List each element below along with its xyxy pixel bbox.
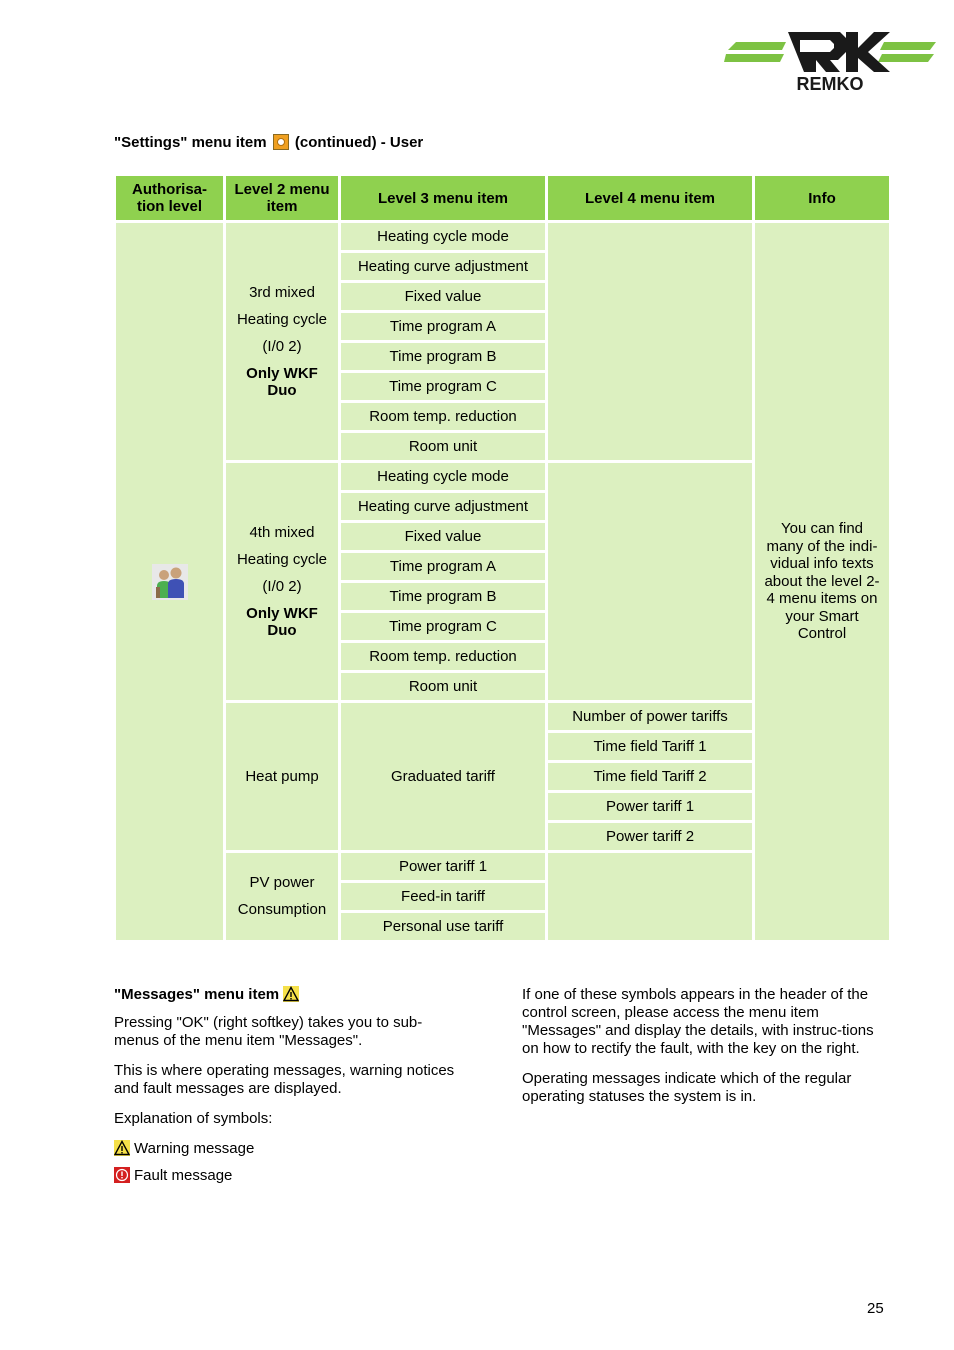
messages-right-column bbox=[522, 986, 886, 1118]
messages-p3: Explanation of symbols: bbox=[114, 1110, 273, 1127]
settings-menu-table bbox=[113, 173, 892, 943]
users-icon bbox=[152, 564, 188, 600]
level3-item: Room unit bbox=[341, 433, 545, 460]
level3-item: Room temp. reduction bbox=[341, 643, 545, 670]
settings-title-suffix: (continued) - User bbox=[294, 134, 424, 151]
level2-cell-4th-mixed bbox=[226, 463, 338, 700]
header-level3: Level 3 menu item bbox=[341, 176, 545, 220]
table-header-row bbox=[116, 176, 889, 220]
header-authorisation: Authorisa-tion level bbox=[116, 176, 223, 220]
level3-item: Fixed value bbox=[341, 283, 545, 310]
level4-item: Number of power tariffs bbox=[548, 703, 752, 730]
info-cell: You can find many of the indi-vidual info texts about the level 2-4 menu items on your Smart Control bbox=[755, 223, 889, 940]
level3-item: Time program A bbox=[341, 553, 545, 580]
level3-item: Time program B bbox=[341, 343, 545, 370]
level2-line: PV power bbox=[249, 874, 315, 891]
level3-item: Feed-in tariff bbox=[341, 883, 545, 910]
warning-label: Warning message bbox=[134, 1140, 255, 1157]
level3-item: Heating cycle mode bbox=[341, 223, 545, 250]
level4-empty bbox=[548, 223, 752, 460]
level3-item: Time program A bbox=[341, 313, 545, 340]
level2-cell-3rd-mixed bbox=[226, 223, 338, 460]
level2-cell-heat-pump: Heat pump bbox=[226, 703, 338, 850]
level3-item: Time program C bbox=[341, 373, 545, 400]
messages-heading bbox=[114, 986, 459, 1004]
gear-icon bbox=[273, 134, 289, 150]
level3-item: Graduated tariff bbox=[341, 703, 545, 850]
level3-item: Heating curve adjustment bbox=[341, 253, 545, 280]
level2-note: Only WKF Duo bbox=[246, 605, 318, 639]
level2-line: Heating cycle bbox=[236, 311, 328, 328]
level4-item: Power tariff 2 bbox=[548, 823, 752, 850]
remko-logo bbox=[724, 28, 938, 94]
table-row bbox=[116, 223, 889, 250]
fault-legend bbox=[114, 1167, 459, 1185]
level2-cell-pv-power bbox=[226, 853, 338, 940]
level2-note: Only WKF Duo bbox=[246, 365, 318, 399]
level4-empty bbox=[548, 463, 752, 700]
level2-line: (I/0 2) bbox=[262, 338, 302, 355]
level3-item: Time program C bbox=[341, 613, 545, 640]
fault-icon bbox=[114, 1167, 130, 1183]
level3-item: Heating curve adjustment bbox=[341, 493, 545, 520]
level2-line: Heating cycle bbox=[236, 551, 328, 568]
messages-p2: This is where operating messages, warning notices and fault messages are displayed. bbox=[114, 1062, 455, 1097]
level3-item: Fixed value bbox=[341, 523, 545, 550]
header-level2: Level 2 menu item bbox=[226, 176, 338, 220]
settings-title-prefix: "Settings" menu item bbox=[114, 134, 267, 151]
level3-item: Power tariff 1 bbox=[341, 853, 545, 880]
svg-text:REMKO: REMKO bbox=[796, 74, 864, 94]
warning-icon bbox=[283, 986, 299, 1002]
level2-line: 4th mixed bbox=[249, 524, 315, 541]
warning-legend bbox=[114, 1140, 459, 1158]
level4-item: Time field Tariff 1 bbox=[548, 733, 752, 760]
page-number: 25 bbox=[867, 1300, 884, 1317]
level2-line: (I/0 2) bbox=[262, 578, 302, 595]
messages-right-p1: If one of these symbols appears in the header of the control screen, please access the menu item "Messages" and display the details, with instruc-tions on how to rectify the fault, with the key on the right. bbox=[522, 986, 874, 1057]
messages-left-column bbox=[114, 986, 459, 1197]
messages-title: "Messages" menu item bbox=[114, 986, 280, 1003]
level3-item: Room temp. reduction bbox=[341, 403, 545, 430]
level3-item: Time program B bbox=[341, 583, 545, 610]
messages-p1: Pressing "OK" (right softkey) takes you to sub-menus of the menu item "Messages". bbox=[114, 1014, 423, 1049]
settings-section-title bbox=[114, 134, 423, 151]
level2-line: Consumption bbox=[237, 901, 327, 918]
level4-item: Power tariff 1 bbox=[548, 793, 752, 820]
fault-label: Fault message bbox=[134, 1167, 233, 1184]
level4-empty bbox=[548, 853, 752, 940]
messages-right-p2: Operating messages indicate which of the regular operating statuses the system is in. bbox=[522, 1070, 852, 1105]
level3-item: Room unit bbox=[341, 673, 545, 700]
level3-item: Personal use tariff bbox=[341, 913, 545, 940]
level3-item: Heating cycle mode bbox=[341, 463, 545, 490]
level4-item: Time field Tariff 2 bbox=[548, 763, 752, 790]
header-info: Info bbox=[755, 176, 889, 220]
authorisation-cell bbox=[116, 223, 223, 940]
header-level4: Level 4 menu item bbox=[548, 176, 752, 220]
level2-line: 3rd mixed bbox=[249, 284, 315, 301]
warning-icon bbox=[114, 1140, 130, 1156]
